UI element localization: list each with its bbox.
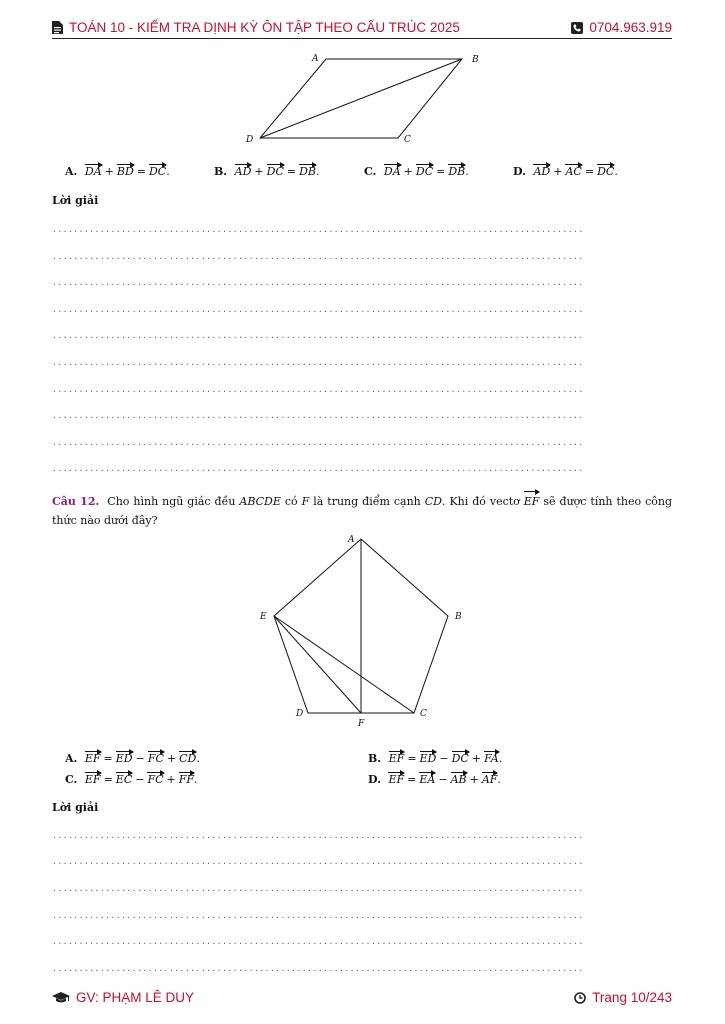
answer-line[interactable]: ....................................................................................................: [52, 385, 584, 394]
pentagon-figure: [255, 530, 470, 730]
diagonal-db: [260, 59, 462, 138]
question-number: Câu 12.: [52, 495, 100, 508]
answer-line[interactable]: ....................................................................................................: [52, 831, 584, 840]
answer-line[interactable]: ....................................................................................................: [52, 331, 584, 340]
answer-line[interactable]: ....................................................................................................: [52, 464, 584, 473]
page-footer: [52, 990, 672, 1008]
choice-c[interactable]: C. DA + DC = DB.: [364, 162, 469, 178]
segment-ef: [274, 616, 361, 713]
answer-line[interactable]: ....................................................................................................: [52, 911, 584, 920]
answer-line[interactable]: ....................................................................................................: [52, 884, 584, 893]
label-D: D: [296, 709, 304, 719]
answer-line[interactable]: ....................................................................................................: [52, 964, 584, 973]
choice-c[interactable]: C. EF = EC − FC + FF.: [65, 770, 198, 786]
footer-teacher: GV: PHẠM LÊ DUY: [76, 990, 195, 1005]
header-left: [52, 20, 460, 35]
footer-left: [52, 990, 194, 1005]
answer-line[interactable]: ....................................................................................................: [52, 358, 584, 367]
choice-d[interactable]: D. AD + AC = DC.: [513, 162, 618, 178]
choice-a[interactable]: A. DA + BD = DC.: [65, 162, 170, 178]
answer-line[interactable]: ....................................................................................................: [52, 225, 584, 234]
label-F: F: [358, 719, 365, 729]
label-E: E: [260, 612, 267, 622]
answer-line[interactable]: ....................................................................................................: [52, 278, 584, 287]
choice-d[interactable]: D. EF = EA − AB + AF.: [368, 770, 501, 786]
answer-line[interactable]: ....................................................................................................: [52, 411, 584, 420]
answer-line[interactable]: ....................................................................................................: [52, 857, 584, 866]
label-A: A: [348, 535, 355, 545]
phone-icon: [571, 22, 583, 34]
label-D: D: [246, 135, 254, 145]
choice-a[interactable]: A. EF = ED − FC + CD.: [65, 749, 200, 765]
label-C: C: [420, 709, 427, 719]
document-icon: [52, 21, 63, 34]
label-C: C: [404, 135, 411, 145]
label-B: B: [455, 612, 462, 622]
answer-line[interactable]: ....................................................................................................: [52, 937, 584, 946]
label-A: A: [312, 54, 319, 64]
graduation-cap-icon: [52, 992, 70, 1004]
solution-heading-q11: Lời giải: [52, 194, 99, 207]
answer-line[interactable]: ....................................................................................................: [52, 252, 584, 261]
clock-icon: [574, 992, 586, 1004]
choice-b[interactable]: B. EF = ED − DC + FA.: [368, 749, 502, 765]
footer-page: Trang 10/243: [592, 990, 672, 1005]
parallelogram-figure: [240, 48, 490, 148]
header-title: TOÁN 10 - KIỂM TRA DỊNH KỲ ÔN TẬP THEO CẤU TRÚC 2025: [69, 20, 460, 35]
page-header: [52, 18, 672, 39]
solution-heading-q12: Lời giải: [52, 801, 99, 814]
header-right: [571, 20, 672, 35]
label-B: B: [472, 55, 479, 65]
segment-ec: [274, 616, 414, 713]
header-phone: 0704.963.919: [589, 20, 672, 35]
answer-line[interactable]: ....................................................................................................: [52, 305, 584, 314]
question-12: Câu 12. Cho hình ngũ giác đều ABCDE có F là trung điểm cạnh CD. Khi đó vectơ EF sẽ được tính theo công thức nào dưới đây?: [52, 489, 672, 530]
choice-b[interactable]: B. AD + DC = DB.: [214, 162, 320, 178]
answer-line[interactable]: ....................................................................................................: [52, 438, 584, 447]
footer-right: [574, 990, 672, 1005]
